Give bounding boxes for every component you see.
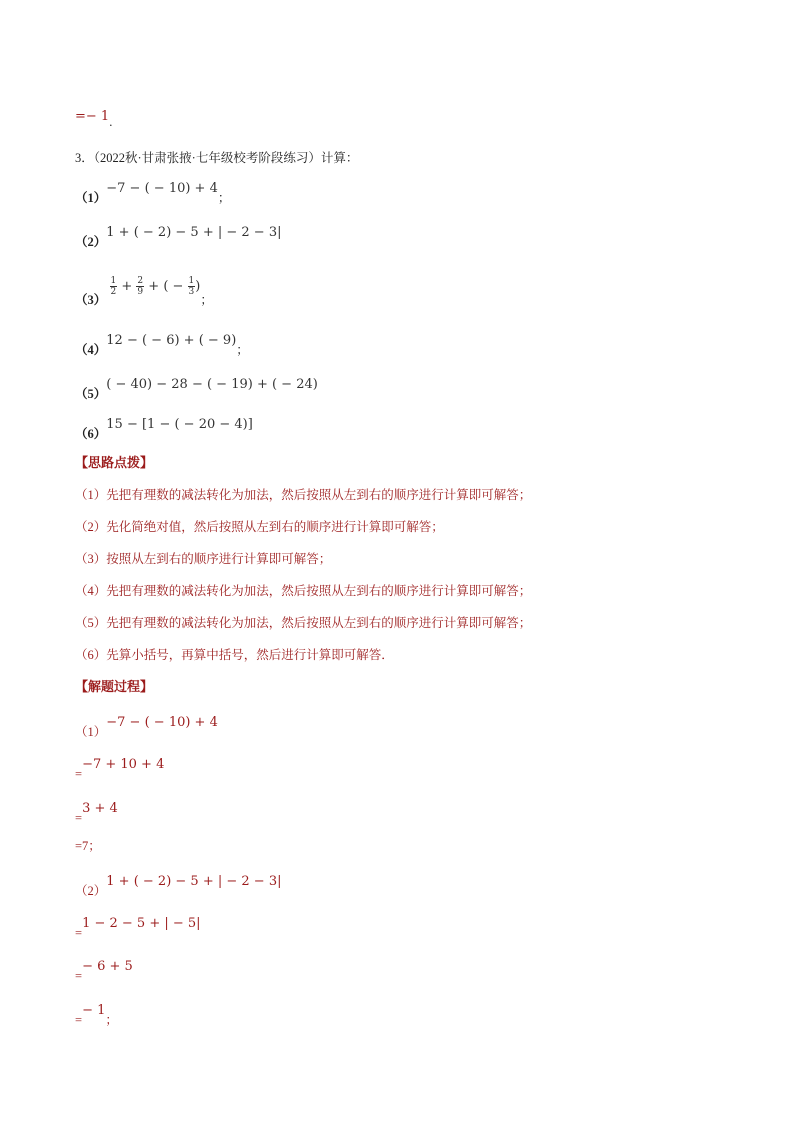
- previous-answer-period: .: [109, 115, 113, 129]
- hint-heading: 【思路点拨】: [75, 455, 154, 470]
- solution-result: =7；: [75, 839, 101, 853]
- solution-1-problem: [75, 715, 218, 740]
- hint-line-2: （2）先化简绝对值，然后按照从左到右的顺序进行计算即可解答；: [75, 520, 444, 534]
- problem-end: ；: [236, 343, 249, 357]
- problem-end: ；: [200, 293, 213, 307]
- solution-step: 3 + 4: [82, 801, 118, 816]
- problem-item-2: [75, 225, 282, 250]
- problem-label: （5）: [75, 387, 107, 401]
- solution-2-problem: [75, 874, 282, 899]
- solution-heading: 【解题过程】: [75, 679, 154, 694]
- operator-plus: +: [117, 279, 137, 294]
- solution-expression: 1 + ( − 2) − 5 + | − 2 − 3|: [106, 874, 282, 889]
- solution-2-step-1: [75, 916, 201, 941]
- equals-sign: =: [75, 926, 83, 940]
- solution-2-step-2: [75, 959, 133, 984]
- problem-expression: ( − 40) − 28 − ( − 19) + ( − 24): [106, 377, 318, 392]
- problem-item-1: [75, 181, 231, 206]
- problem-expression: 15 − [1 − ( − 20 − 4)]: [106, 417, 253, 432]
- hint-line-5: （5）先把有理数的减法转化为加法，然后按照从左到右的顺序进行计算即可解答；: [75, 616, 532, 630]
- hint-line-4: （4）先把有理数的减法转化为加法，然后按照从左到右的顺序进行计算即可解答；: [75, 584, 532, 598]
- operator-plus-negative: + ( −: [144, 279, 188, 294]
- fraction-two-ninths: $\frac{2}{9}$: [137, 276, 144, 297]
- solution-step: −7 + 10 + 4: [82, 757, 165, 772]
- problem-label: （4）: [75, 343, 107, 357]
- problem-item-4: [75, 333, 249, 358]
- question-number: 3．: [75, 151, 94, 165]
- problem-item-6: [75, 417, 253, 442]
- question-header: [75, 148, 358, 166]
- problem-expression: −7 − ( − 10) + 4: [106, 181, 218, 196]
- hint-line-6: （6）先算小括号，再算中括号，然后进行计算即可解答．: [75, 648, 394, 662]
- solution-step: 1 − 2 − 5 + | − 5|: [82, 916, 201, 931]
- solution-step: − 1: [82, 1003, 106, 1018]
- problem-expression: [110, 276, 201, 297]
- solution-1-step-1: [75, 757, 165, 782]
- equals-sign: =: [75, 811, 83, 825]
- problem-end: ；: [217, 191, 231, 205]
- hint-line-1: （1）先把有理数的减法转化为加法，然后按照从左到右的顺序进行计算即可解答；: [75, 488, 532, 502]
- problem-label: （2）: [75, 235, 107, 249]
- problem-label: （1）: [75, 191, 107, 205]
- problem-label: （3）: [75, 293, 107, 307]
- solution-step: − 6 + 5: [82, 959, 133, 974]
- problem-item-3: [75, 276, 213, 311]
- problem-label: （6）: [75, 427, 107, 441]
- solution-1-result: [75, 836, 101, 854]
- question-prompt: 计算：: [320, 151, 359, 165]
- solution-1-step-2: [75, 801, 118, 826]
- solution-2-step-3: [75, 1003, 118, 1028]
- question-source: （2022秋·甘肃张掖·七年级校考阶段练习）: [93, 151, 321, 165]
- previous-answer-value: − 1: [85, 109, 110, 124]
- previous-answer-eq: =: [75, 109, 86, 124]
- previous-answer-line: [75, 108, 113, 129]
- problem-item-5: [75, 377, 318, 402]
- fraction-one-half: $\frac{1}{2}$: [110, 276, 117, 297]
- problem-expression: 12 − ( − 6) + ( − 9): [106, 333, 237, 348]
- fraction-one-third: $\frac{1}{3}$: [188, 276, 195, 297]
- solution-label: （1）: [75, 725, 107, 739]
- solution-label: （2）: [75, 884, 107, 898]
- problem-expression: 1 + ( − 2) − 5 + | − 2 − 3|: [106, 225, 282, 240]
- solution-end: ；: [105, 1013, 118, 1027]
- close-paren: ): [195, 279, 201, 294]
- equals-sign: =: [75, 1013, 83, 1027]
- equals-sign: =: [75, 767, 83, 781]
- equals-sign: =: [75, 969, 83, 983]
- hint-line-3: （3）按照从左到右的顺序进行计算即可解答；: [75, 552, 332, 566]
- solution-expression: −7 − ( − 10) + 4: [106, 715, 218, 730]
